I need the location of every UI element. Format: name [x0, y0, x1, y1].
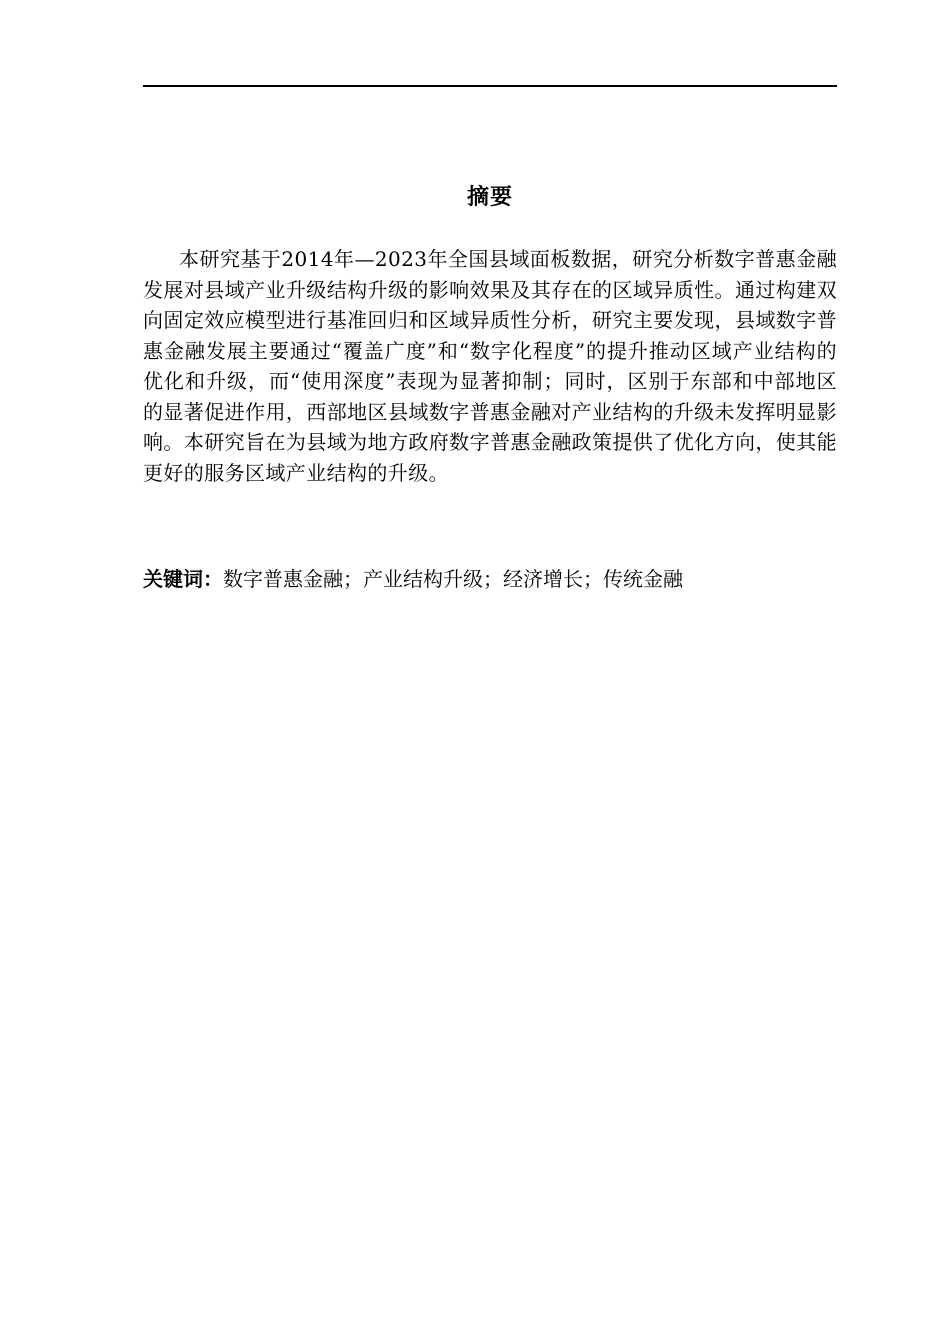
keywords-line: [143, 564, 837, 594]
keywords-text: 数字普惠金融；产业结构升级；经济增长；传统金融: [223, 567, 683, 591]
keywords-label: 关键词：: [143, 567, 223, 591]
header-rule: [143, 85, 837, 87]
page-title: 摘要: [466, 185, 513, 210]
abstract-paragraph: 本研究基于2014年—2023年全国县域面板数据，研究分析数字普惠金融发展对县域产业升级结构升级的影响效果及其存在的区域异质性。通过构建双向固定效应模型进行基准回归和区域异质性分析，研究主要发现，县域数字普惠金融发展主要通过“覆盖广度”和“数字化程度”的提升推动区域产业结构的优化和升级，而“使用深度”表现为显著抑制；同时，区别于东部和中部地区的显著促进作用，西部地区县域数字普惠金融对产业结构的升级未发挥明显影响。本研究旨在为县域为地方政府数字普惠金融政策提供了优化方向，使其能更好的服务区域产业结构的升级。: [143, 247, 837, 485]
